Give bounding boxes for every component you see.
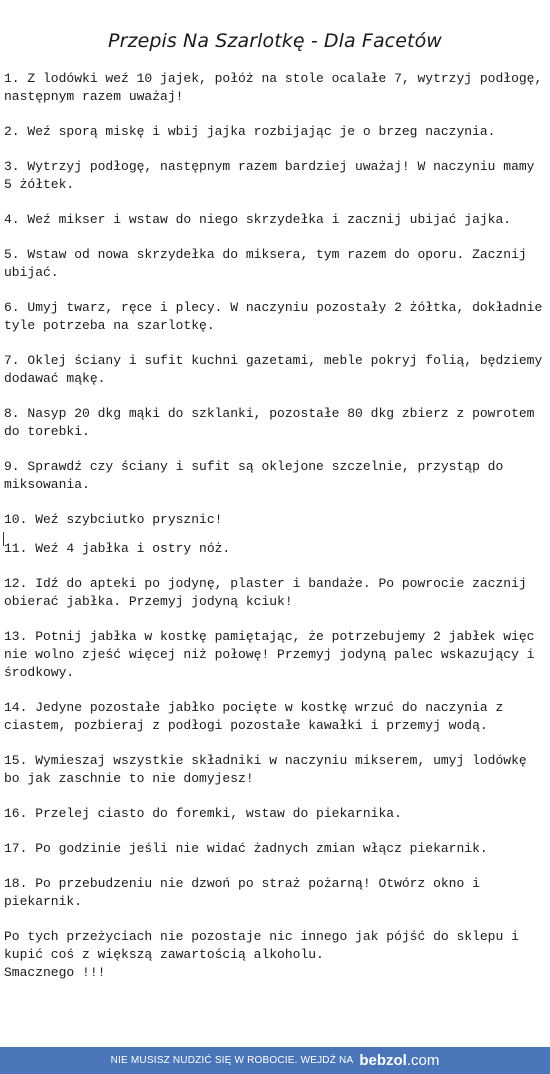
step-6: 6. Umyj twarz, ręce i plecy. W naczyniu pozostały 2 żółtka, dokładnie tyle potrzeba na szarlotkę. [4, 300, 550, 333]
step-16: 16. Przelej ciasto do foremki, wstaw do piekarnika. [4, 806, 402, 821]
step-2: 2. Weź sporą miskę i wbij jajka rozbijając je o brzeg naczynia. [4, 124, 496, 139]
step-10: 10. Weź szybciutko prysznic! [4, 512, 223, 527]
logo-name: bebzol [359, 1052, 407, 1069]
step-17: 17. Po godzinie jeśli nie widać żadnych zmian włącz piekarnik. [4, 841, 488, 856]
step-1: 1. Z lodówki weź 10 jajek, połóż na stole ocalałe 7, wytrzyj podłogę, następnym razem uważaj! [4, 71, 550, 104]
step-7: 7. Oklej ściany i sufit kuchni gazetami, meble pokryj folią, będziemy dodawać mąkę. [4, 353, 550, 386]
step-12: 12. Idź do apteki po jodynę, plaster i bandaże. Po powrocie zacznij obierać jabłka. Przemyj jodyną kciuk! [4, 576, 535, 609]
step-5: 5. Wstaw od nowa skrzydełka do miksera, tym razem do oporu. Zacznij ubijać. [4, 247, 535, 280]
text-cursor [3, 532, 4, 546]
step-18: 18. Po przebudzeniu nie dzwoń po straż pożarną! Otwórz okno i piekarnik. [4, 876, 488, 909]
step-3: 3. Wytrzyj podłogę, następnym razem bardziej uważaj! W naczyniu mamy 5 żółtek. [4, 159, 543, 192]
bebzol-logo[interactable] [359, 1052, 439, 1069]
page-title: Przepis Na Szarlotkę - Dla Facetów [108, 30, 442, 52]
step-15: 15. Wymieszaj wszystkie składniki w naczyniu mikserem, umyj lodówkę bo jak zaschnie to nie domyjesz! [4, 753, 535, 786]
recipe-steps [4, 70, 548, 982]
step-4: 4. Weź mikser i wstaw do niego skrzydełka i zacznij ubijać jajka. [4, 212, 512, 227]
closing-text: Po tych przeżyciach nie pozostaje nic innego jak pójść do sklepu i kupić coś z większą zawartością alkoholu. [4, 929, 527, 962]
step-9: 9. Sprawdź czy ściany i sufit są oklejone szczelnie, przystąp do miksowania. [4, 459, 512, 492]
step-11: 11. Weź 4 jabłka i ostry nóż. [4, 541, 231, 556]
logo-tld: .com [406, 1052, 440, 1069]
footer-text: NIE MUSISZ NUDZIĆ SIĘ W ROBOCIE. WEJDŹ NA [110, 1055, 354, 1066]
step-14: 14. Jedyne pozostałe jabłko pocięte w kostkę wrzuć do naczynia z ciastem, pozbieraj z podłogi pozostałe kawałki i przemyj wodą. [4, 700, 512, 733]
step-13: 13. Potnij jabłka w kostkę pamiętając, że potrzebujemy 2 jabłek więc nie wolno zjeść więcej niż połowę! Przemyj jodyną palec wskazujący i środkowy. [4, 629, 543, 680]
footer-banner[interactable] [0, 1047, 550, 1074]
step-8: 8. Nasyp 20 dkg mąki do szklanki, pozostałe 80 dkg zbierz z powrotem do torebki. [4, 406, 543, 439]
signoff-text: Smacznego !!! [4, 965, 106, 980]
